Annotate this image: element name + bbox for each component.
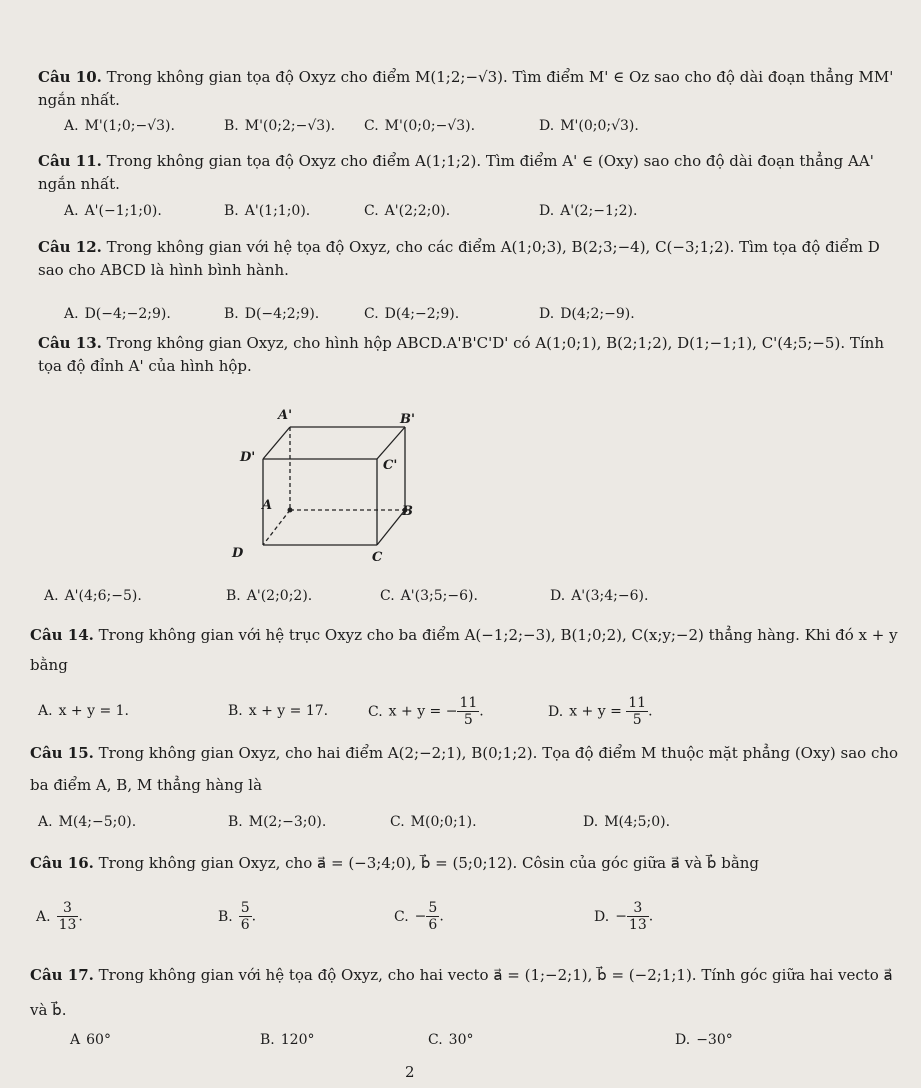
option-text: M(0;0;1). xyxy=(410,814,477,830)
option-label: D. xyxy=(675,1032,691,1048)
option-text: A'(2;2;0). xyxy=(384,203,451,219)
option-label: B. xyxy=(224,306,239,322)
fraction-denominator: 5 xyxy=(463,712,473,728)
question-12-text: Trong không gian với hệ tọa độ Oxyz, cho các điểm A(1;0;3), B(2;3;−4), C(−3;1;2). Tìm tọa độ điểm D sao cho ABCD là hình bình hành. xyxy=(38,238,880,280)
option-label: C. xyxy=(368,703,383,720)
option-label: C. xyxy=(390,814,405,830)
option-text: M(2;−3;0). xyxy=(248,814,327,830)
fraction-numerator: 5 xyxy=(240,900,250,916)
option-label: A. xyxy=(64,203,79,219)
option-text: A'(3;4;−6). xyxy=(571,588,649,604)
fraction-denominator: 6 xyxy=(240,917,250,933)
label-b: B xyxy=(402,504,413,519)
label-c: C xyxy=(372,550,383,565)
question-15 xyxy=(30,738,900,801)
hidden-edge-a-d xyxy=(263,510,290,545)
question-11 xyxy=(38,150,898,197)
option-prefix: − xyxy=(615,908,627,925)
option-label: D. xyxy=(539,118,555,134)
question-14-text: Trong không gian với hệ trục Oxyz cho ba điểm A(−1;2;−3), B(1;0;2), C(x;y;−2) thẳng hàng. Khi đó x + y bằng xyxy=(30,626,898,674)
option-text: A'(2;−1;2). xyxy=(560,203,638,219)
question-12 xyxy=(38,236,898,283)
option-text: D(4;2;−9). xyxy=(560,306,635,322)
fraction-denominator: 6 xyxy=(428,917,438,933)
question-16-text: Trong không gian Oxyz, cho a⃗ = (−3;4;0), b⃗ = (5;0;12). Côsin của góc giữa a⃗ và b⃗ bằng xyxy=(98,854,760,872)
question-15-title: Câu 15. xyxy=(30,744,94,762)
option-label: D. xyxy=(539,203,555,219)
label-c1: C' xyxy=(383,458,398,473)
question-10-text: Trong không gian tọa độ Oxyz cho điểm M(1;2;−√3). Tìm điểm M' ∈ Oz sao cho độ dài đoạn thẳng MM' ngắn nhất. xyxy=(38,68,894,110)
fraction-denominator: 13 xyxy=(58,917,77,933)
option-label: A. xyxy=(64,306,79,322)
page-number: 2 xyxy=(405,1063,415,1081)
option-label: D. xyxy=(539,306,555,322)
option-label: C. xyxy=(380,588,395,604)
option-label: B. xyxy=(224,203,239,219)
option-suffix: . xyxy=(251,908,257,925)
option-text: M'(0;0;−√3). xyxy=(384,118,476,134)
option-label: C. xyxy=(364,118,379,134)
option-text: 60° xyxy=(86,1032,111,1048)
option-label: C. xyxy=(428,1032,443,1048)
option-prefix: x + y = − xyxy=(388,703,458,720)
option-label: A. xyxy=(36,908,51,925)
option-text: M'(0;2;−√3). xyxy=(244,118,336,134)
fraction-numerator: 11 xyxy=(459,695,478,711)
option-text: M(4;−5;0). xyxy=(58,814,137,830)
question-11-text: Trong không gian tọa độ Oxyz cho điểm A(1;1;2). Tìm điểm A' ∈ (Oxy) sao cho độ dài đoạn thẳng AA' ngắn nhất. xyxy=(38,152,874,194)
question-17 xyxy=(30,958,900,1027)
option-label: D. xyxy=(583,814,599,830)
option-label: C. xyxy=(394,908,409,925)
option-text: D(−4;2;9). xyxy=(244,306,320,322)
fraction-denominator: 5 xyxy=(632,712,642,728)
option-text: M(4;5;0). xyxy=(604,814,671,830)
option-text: D(−4;−2;9). xyxy=(84,306,171,322)
question-16-options xyxy=(36,900,896,944)
question-14 xyxy=(30,620,900,680)
question-11-title: Câu 11. xyxy=(38,152,102,170)
option-suffix: . xyxy=(648,908,654,925)
option-label: B. xyxy=(218,908,233,925)
option-suffix: . xyxy=(648,703,653,720)
label-d: D xyxy=(232,546,244,561)
label-a1: A' xyxy=(278,408,293,423)
edge-b1-c1 xyxy=(377,427,405,459)
fraction-numerator: 11 xyxy=(628,695,647,711)
option-label: D. xyxy=(594,908,610,925)
option-text: A'(4;6;−5). xyxy=(64,588,142,604)
option-text: D(4;−2;9). xyxy=(384,306,460,322)
option-label: B. xyxy=(226,588,241,604)
question-15-text: Trong không gian Oxyz, cho hai điểm A(2;−2;1), B(0;1;2). Tọa độ điểm M thuộc mặt phẳng (Oxy) sao cho ba điểm A, B, M thẳng hàng là xyxy=(30,744,899,794)
option-text: A'(1;1;0). xyxy=(244,203,311,219)
option-label: B. xyxy=(224,118,239,134)
option-label: B. xyxy=(228,703,243,719)
option-text: −30° xyxy=(696,1032,733,1048)
option-prefix: − xyxy=(414,908,427,925)
label-d1: D' xyxy=(240,450,256,465)
question-17-text: Trong không gian với hệ tọa độ Oxyz, cho hai vecto a⃗ = (1;−2;1), b⃗ = (−2;1;1). Tính góc giữa hai vecto a⃗ và b⃗. xyxy=(30,966,893,1019)
option-prefix: x + y = xyxy=(569,703,627,720)
edge-c-b xyxy=(377,510,405,545)
option-text: A'(−1;1;0). xyxy=(84,203,162,219)
option-label: A xyxy=(70,1032,81,1048)
question-14-options xyxy=(38,695,898,731)
point-a xyxy=(288,508,293,513)
question-13 xyxy=(38,332,898,379)
option-label: A. xyxy=(64,118,79,134)
option-text: 120° xyxy=(280,1032,315,1048)
question-14-title: Câu 14. xyxy=(30,626,94,644)
label-a: A xyxy=(262,498,273,513)
question-13-text: Trong không gian Oxyz, cho hình hộp ABCD.A'B'C'D' có A(1;0;1), B(2;1;2), D(1;−1;1), C'(4;5;−5). Tính tọa độ đỉnh A' của hình hộp. xyxy=(38,334,884,376)
question-10 xyxy=(38,66,898,113)
edge-a1-d1 xyxy=(263,427,290,459)
option-label: A. xyxy=(38,703,53,719)
option-suffix: . xyxy=(479,703,484,720)
label-b1: B' xyxy=(400,412,415,427)
question-10-title: Câu 10. xyxy=(38,68,102,86)
option-text: A'(2;0;2). xyxy=(246,588,313,604)
question-16-title: Câu 16. xyxy=(30,854,94,872)
option-text: M'(0;0;√3). xyxy=(560,118,639,134)
fraction-denominator: 13 xyxy=(628,917,647,933)
option-label: C. xyxy=(364,203,379,219)
option-suffix: . xyxy=(439,908,444,925)
option-suffix: . xyxy=(78,908,83,925)
question-12-title: Câu 12. xyxy=(38,238,102,256)
option-label: D. xyxy=(550,588,566,604)
question-13-title: Câu 13. xyxy=(38,334,102,352)
option-label: B. xyxy=(228,814,243,830)
option-text: A'(3;5;−6). xyxy=(400,588,478,604)
fraction-numerator: 3 xyxy=(57,900,79,917)
option-text: M'(1;0;−√3). xyxy=(84,118,175,134)
question-17-title: Câu 17. xyxy=(30,966,94,984)
option-text: x + y = 17. xyxy=(248,703,329,719)
fraction-numerator: 5 xyxy=(428,900,438,916)
option-label: D. xyxy=(548,703,564,720)
fraction-numerator: 3 xyxy=(627,900,649,917)
question-16 xyxy=(30,852,900,875)
option-label: B. xyxy=(260,1032,275,1048)
option-text: x + y = 1. xyxy=(58,703,129,719)
option-text: 30° xyxy=(448,1032,474,1048)
option-label: A. xyxy=(44,588,59,604)
option-label: A. xyxy=(38,814,53,830)
option-label: C. xyxy=(364,306,379,322)
parallelepiped-figure xyxy=(225,405,425,570)
